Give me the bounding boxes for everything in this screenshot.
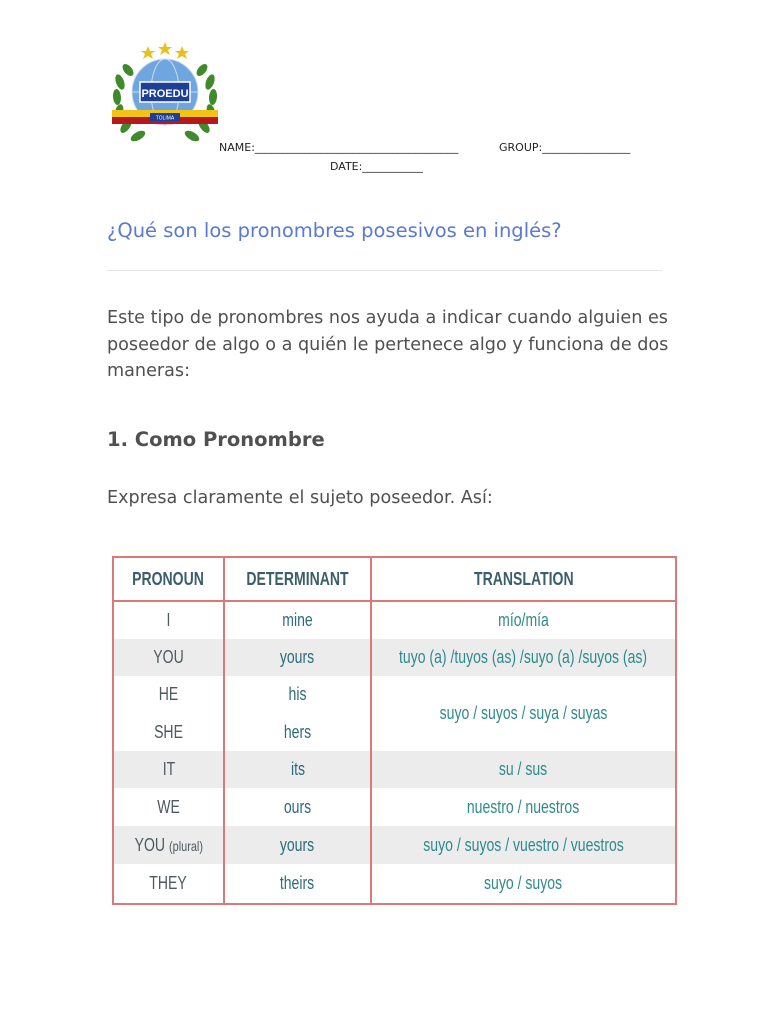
section-title: 1. Como Pronombre [107,428,325,451]
page-title: ¿Qué son los pronombres posesivos en inglés? [107,219,562,242]
header-pronoun: PRONOUN [132,568,205,589]
cell-determinant: ours [223,788,370,826]
name-field[interactable]: NAME:_____________________________________ [219,141,459,154]
cell-pronoun: YOU (plural) [134,834,203,855]
cell-translation: suyo / suyos / vuestro / vuestros [370,826,675,864]
header-determinant: DETERMINANT [223,558,370,600]
table-header-row [114,558,675,600]
cell-pronoun: SHE [154,721,183,742]
pronoun-table [112,556,677,905]
cell-determinant: yours [223,826,370,864]
cell-pronoun: WE [157,796,180,817]
logo-subtext: TOLIMA [155,115,175,122]
table-row [114,864,675,903]
table-row [114,788,675,826]
cell-determinant: mine [223,602,370,639]
cell-pronoun: I [166,610,171,630]
cell-pronoun: HE [158,684,179,704]
group-field[interactable]: GROUP:________________ [499,141,631,154]
plural-note: (plural) [168,837,203,854]
cell-determinant: hers [283,721,312,742]
cell-pronoun: IT [162,759,175,779]
table-row [114,826,675,864]
cell-translation: suyo / suyos [370,864,675,903]
table-row [114,602,675,639]
cell-translation: nuestro / nuestros [370,788,675,826]
cell-pronoun: THEY [149,873,188,893]
header-translation: TRANSLATION [370,558,675,600]
proedu-logo [110,42,220,148]
divider [107,270,662,271]
cell-determinant: his [288,684,307,704]
cell-determinant: theirs [223,864,370,903]
section-text: Expresa claramente el sujeto poseedor. Así: [107,488,493,508]
cell-pronoun: YOU [153,647,184,667]
intro-paragraph: Este tipo de pronombres nos ayuda a indicar cuando alguien es poseedor de algo o a quién le pertenece algo y funciona de dos maneras: [107,308,669,381]
cell-pronoun-pair [114,676,223,751]
date-field[interactable]: DATE:___________ [330,160,423,173]
cell-translation: suyo / suyos / suya / suyas [370,676,675,751]
cell-determinant-pair [223,676,370,751]
cell-determinant: its [223,751,370,788]
cell-translation: su / sus [370,751,675,788]
cell-determinant: yours [223,639,370,676]
logo-text: PROEDU [141,88,189,100]
table-row-group [114,676,675,751]
table-row [114,639,675,676]
table-row [114,751,675,788]
cell-translation: tuyo (a) /tuyos (as) /suyo (a) /suyos (as) [370,639,675,676]
cell-translation: mío/mía [370,602,675,639]
